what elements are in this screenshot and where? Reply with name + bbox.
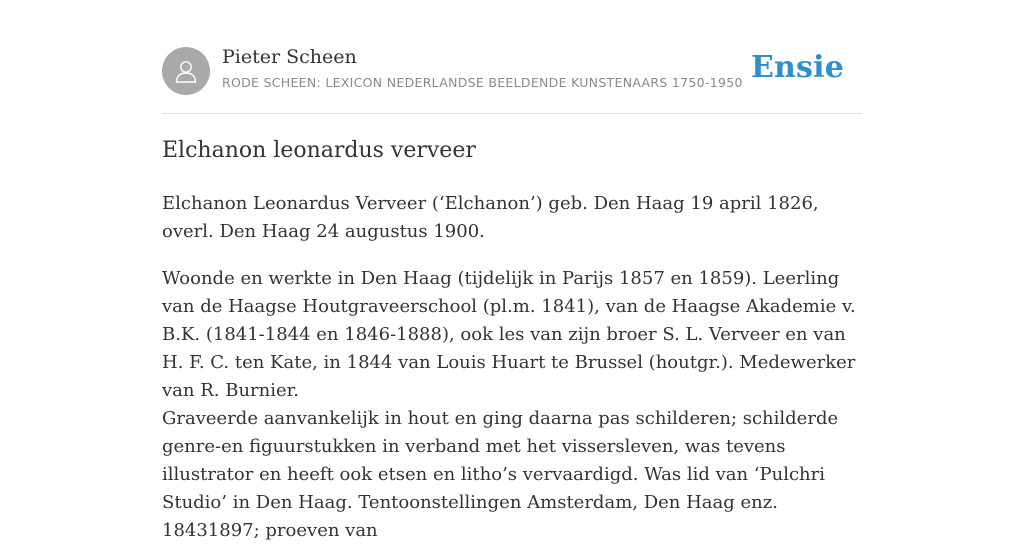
ensie-logo[interactable]: Ensie bbox=[750, 50, 844, 85]
user-icon bbox=[173, 58, 199, 84]
article-paragraph: Woonde en werkte in Den Haag (tijdelijk in Parijs 1857 en 1859). Leerling van de Haagse Houtgraveerschool (pl.m. 1841), van de Haagse Akademie v. B.K. (1841-1844 en 1846-1888), ook les van zijn broer S. L. Verveer en van H. F. C. ten Kate, in 1844 van Louis Huart te Brussel (houtgr.). Medewerker van R. Burnier. bbox=[162, 268, 856, 401]
source-title[interactable]: RODE SCHEEN: LEXICON NEDERLANDSE BEELDENDE KUNSTENAARS 1750-1950 bbox=[222, 75, 743, 90]
avatar[interactable] bbox=[162, 47, 210, 95]
article-page bbox=[162, 0, 862, 541]
article-title: Elchanon leonardus verveer bbox=[162, 138, 476, 163]
article-paragraph: Graveerde aanvankelijk in hout en ging daarna pas schilderen; schilderde genre-en figuurstukken in verband met het vissersleven, was tevens illustrator en heeft ook etsen en litho’s vervaardigd. Was lid van ‘Pulchri Studio’ in Den Haag. Tentoonstellingen Amsterdam, Den Haag enz. 18431897; proeven van bbox=[162, 408, 839, 541]
author-name[interactable]: Pieter Scheen bbox=[222, 46, 357, 68]
article-header bbox=[162, 0, 862, 114]
article-paragraph: Elchanon Leonardus Verveer (‘Elchanon’) geb. Den Haag 19 april 1826, overl. Den Haag 24 augustus 1900. bbox=[162, 193, 819, 242]
